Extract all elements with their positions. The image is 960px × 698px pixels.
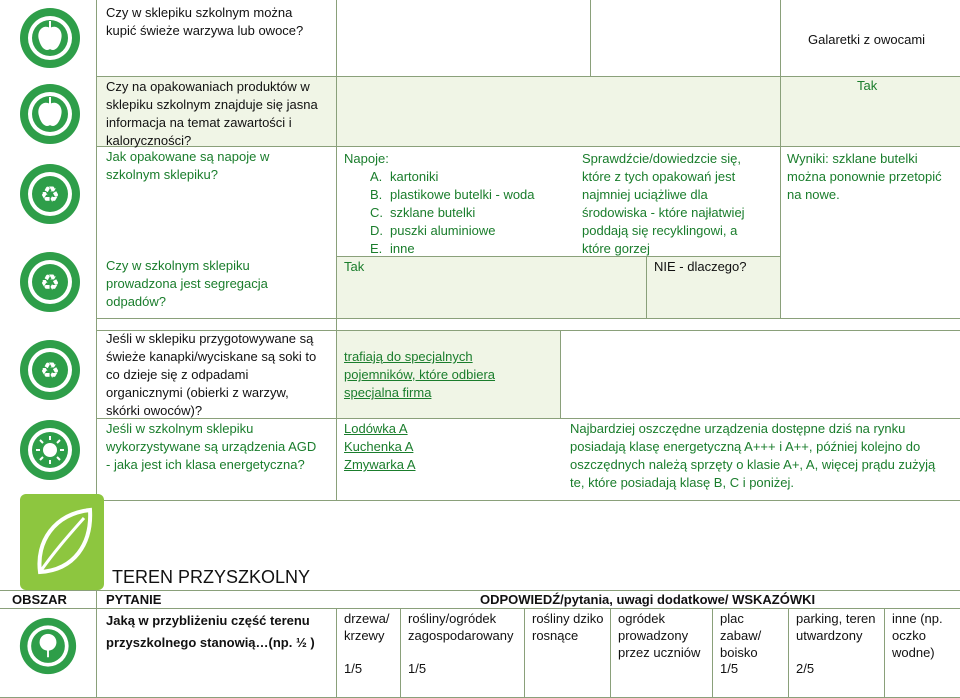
apple-badge-icon (18, 82, 82, 146)
section-question: Jaką w przybliżeniu część terenu przyszkolnego stanowią…(np. ½ ) (106, 613, 315, 650)
svg-text:♻: ♻ (40, 359, 60, 384)
header-answer: ODPOWIEDŹ/pytania, uwagi dodatkowe/ WSKAZÓWKI (480, 592, 816, 607)
apple-badge-icon (18, 6, 82, 70)
area-item: ogródek prowadzony przez uczniów (618, 611, 701, 660)
header-area: OBSZAR (12, 592, 67, 607)
area-item: plac zabaw/ boisko (720, 611, 762, 660)
recycle-badge-icon (18, 338, 82, 402)
option-item: E. inne (370, 241, 415, 256)
recycle-badge-icon (18, 250, 82, 314)
q6-question: Jeśli w szkolnym sklepiku wykorzystywane są urządzenia AGD - jaka jest ich klasa energetyczna? (106, 421, 317, 472)
q2-answer: Tak (857, 78, 878, 93)
area-item-value: 1/5 (344, 661, 363, 676)
section-teren (0, 490, 960, 698)
area-item-value: 2/5 (796, 661, 815, 676)
option-item: A. kartoniki (370, 169, 439, 184)
svg-text:♻: ♻ (40, 183, 60, 208)
q3-result: Wyniki: szklane butelki można ponownie przetopić na nowe. (787, 151, 942, 202)
area-item-value: 1/5 (720, 661, 739, 676)
q1-answer: Galaretki z owocami (808, 32, 926, 47)
q4-yes: Tak (344, 259, 365, 274)
svg-text:♻: ♻ (40, 271, 60, 296)
q3-hint: Sprawdźcie/dowiedzcie się, które z tych opakowań jest najmniej uciążliwe dla środowiska - które najłatwiej poddają się recyklingowi, a które gorzej (582, 151, 745, 256)
option-item: C. szklane butelki (370, 205, 476, 220)
q2-question: Czy na opakowaniach produktów w sklepiku szkolnym znajduje się jasna informacja na temat zawartości i kaloryczności? (106, 79, 318, 148)
sun-energy-badge-icon (18, 418, 82, 482)
leaf-logo-icon (18, 492, 106, 592)
area-item-value: 1/5 (408, 661, 427, 676)
header-question: PYTANIE (106, 592, 162, 607)
q4-question: Czy w szkolnym sklepiku prowadzona jest segregacja odpadów? (106, 258, 268, 309)
area-item: rośliny dziko rosnące (532, 611, 604, 643)
q1-question: Czy w sklepiku szkolnym można kupić świeże warzywa lub owoce? (106, 5, 304, 38)
q6-answer: Lodówka A Kuchenka A Zmywarka A (344, 421, 416, 472)
area-item: drzewa/ krzewy (344, 611, 390, 643)
options-title: Napoje: (344, 151, 389, 166)
option-item: B. plastikowe butelki - woda (370, 187, 535, 202)
area-item: parking, teren utwardzony (796, 611, 876, 643)
recycle-badge-icon (18, 162, 82, 226)
q4-no: NIE - dlaczego? (654, 259, 747, 274)
section-title: TEREN PRZYSZKOLNY (112, 567, 311, 587)
tree-badge-icon (18, 616, 78, 676)
area-item: inne (np. oczko wodne) (892, 611, 943, 660)
area-item: rośliny/ogródek zagospodarowany (408, 611, 514, 643)
q3-options (344, 150, 535, 258)
q6-note: Najbardziej oszczędne urządzenia dostępne dziś na rynku posiadają klasę energetyczną A+++ i A++, później kolejno do oszczędnych należą sprzęty o klasie A+, A, więcej prądu zużyją te, które posiadają klasę B, C i poniżej. (570, 421, 936, 490)
q5-answer: trafiają do specjalnych pojemników, które odbiera specjalna firma (344, 349, 496, 400)
option-item: D. puszki aluminiowe (370, 223, 496, 238)
q3-question: Jak opakowane są napoje w szkolnym sklepiku? (106, 149, 270, 182)
q5-question: Jeśli w sklepiku przygotowywane są świeże kanapki/wyciskane są soki to co dzieje się z odpadami organicznymi (obierki z warzyw, skórki owoców)? (106, 331, 317, 418)
